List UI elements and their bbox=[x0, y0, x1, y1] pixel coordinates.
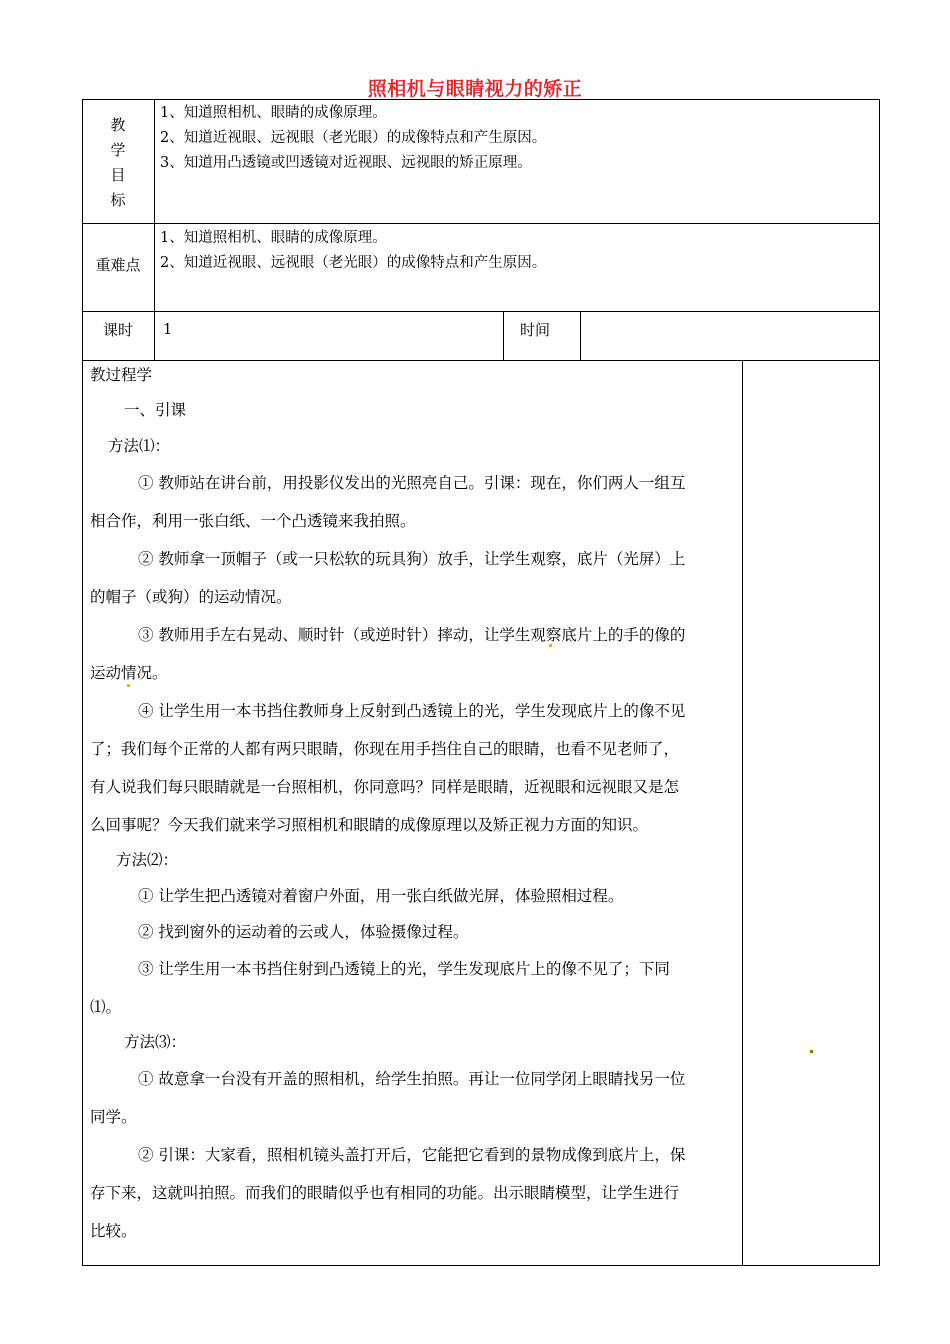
process-line: 的帽子（或狗）的运动情况。 bbox=[90, 588, 292, 606]
process-line: ④ 让学生用一本书挡住教师身上反射到凸透镜上的光，学生发现底片上的像不见 bbox=[138, 702, 686, 720]
process-line: ③ 教师用手左右晃动、顺时针（或逆时针）摔动，让学生观察底片上的手的像的 bbox=[138, 626, 686, 644]
process-line: 同学。 bbox=[90, 1108, 137, 1126]
column-divider bbox=[580, 311, 581, 361]
goals-label-char: 学 bbox=[110, 141, 126, 159]
scan-speck bbox=[127, 684, 130, 687]
time-label: 时间 bbox=[520, 321, 551, 339]
row-divider bbox=[82, 223, 880, 224]
goals-label bbox=[82, 113, 154, 213]
process-line: ① 教师站在讲台前，用投影仪发出的光照亮自己。引课：现在，你们两人一组互 bbox=[138, 474, 686, 492]
goals-content bbox=[160, 101, 546, 176]
process-content bbox=[90, 362, 736, 1245]
goal-item: 3、知道用凸透镜或凹透镜对近视眼、远视眼的矫正原理。 bbox=[160, 155, 532, 171]
period-value: 1 bbox=[163, 322, 173, 338]
process-line: 比较。 bbox=[90, 1222, 137, 1240]
column-divider bbox=[154, 99, 155, 361]
process-line: 了；我们每个正常的人都有两只眼睛，你现在用手挡住自己的眼睛，也看不见老师了， bbox=[90, 740, 680, 758]
process-heading: 教过程学 bbox=[90, 366, 153, 384]
scan-speck bbox=[810, 1050, 813, 1053]
period-label: 课时 bbox=[102, 321, 133, 339]
process-line: 方法⑶： bbox=[124, 1033, 187, 1051]
process-line: 存下来，这就叫拍照。而我们的眼睛似乎也有相同的功能。出示眼睛模型，让学生进行 bbox=[90, 1184, 680, 1202]
goals-label-char: 教 bbox=[110, 116, 126, 134]
process-line: 么回事呢？今天我们就来学习照相机和眼睛的成像原理以及矫正视力方面的知识。 bbox=[90, 816, 649, 834]
process-line: 方法⑵： bbox=[116, 851, 179, 869]
process-line: ② 教师拿一顶帽子（或一只松软的玩具狗）放手，让学生观察，底片（光屏）上 bbox=[138, 550, 686, 568]
process-line: ② 找到窗外的运动着的云或人，体验摄像过程。 bbox=[138, 923, 469, 941]
key-point-item: 1、知道照相机、眼睛的成像原理。 bbox=[160, 230, 387, 246]
page-title: 照相机与眼睛视力的矫正 bbox=[367, 78, 583, 100]
process-line: ⑴。 bbox=[90, 998, 122, 1016]
row-divider bbox=[82, 360, 880, 361]
process-line: ② 引课：大家看，照相机镜头盖打开后，它能把它看到的景物成像到底片上，保 bbox=[138, 1146, 686, 1164]
key-point-item: 2、知道近视眼、远视眼（老光眼）的成像特点和产生原因。 bbox=[160, 255, 547, 271]
goals-label-char: 标 bbox=[110, 191, 126, 209]
process-line: ③ 让学生用一本书挡住射到凸透镜上的光，学生发现底片上的像不见了；下同 bbox=[138, 960, 670, 978]
column-divider bbox=[503, 311, 504, 361]
goal-item: 1、知道照相机、眼睛的成像原理。 bbox=[160, 105, 387, 121]
goals-label-char: 目 bbox=[110, 166, 126, 184]
goal-item: 2、知道近视眼、远视眼（老光眼）的成像特点和产生原因。 bbox=[160, 130, 547, 146]
key-points-content bbox=[160, 226, 546, 276]
process-line: ① 故意拿一台没有开盖的照相机，给学生拍照。再让一位同学闭上眼睛找另一位 bbox=[138, 1070, 686, 1088]
row-divider bbox=[82, 311, 880, 312]
process-line: 相合作，利用一张白纸、一个凸透镜来我拍照。 bbox=[90, 512, 416, 530]
process-line: 方法⑴： bbox=[108, 437, 171, 455]
column-divider bbox=[742, 360, 743, 1266]
process-line: 运动情况。 bbox=[90, 664, 168, 682]
process-line: 有人说我们每只眼睛就是一台照相机，你同意吗？同样是眼睛，近视眼和远视眼又是怎 bbox=[90, 778, 680, 796]
process-line: 一、引课 bbox=[124, 401, 187, 419]
key-points-label: 重难点 bbox=[95, 256, 141, 274]
process-line: ① 让学生把凸透镜对着窗户外面，用一张白纸做光屏，体验照相过程。 bbox=[138, 887, 624, 905]
scan-speck bbox=[549, 644, 552, 647]
